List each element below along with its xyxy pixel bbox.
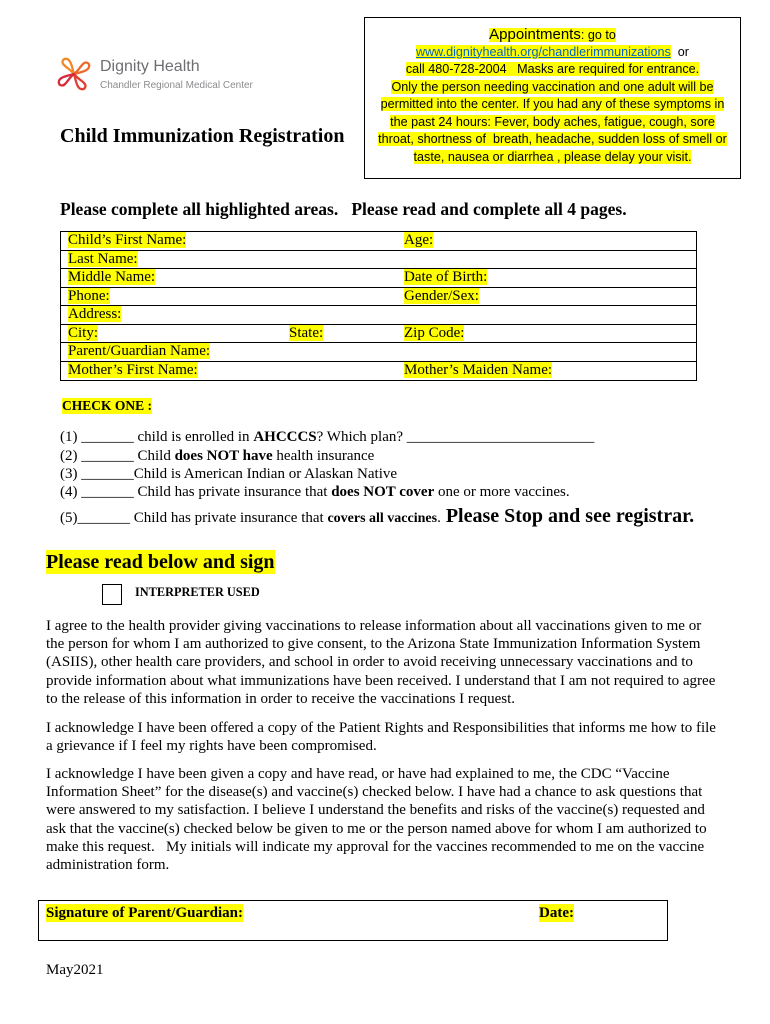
appointment-phone-text: call 480-728-2004 Masks are required for entrance. — [405, 62, 700, 76]
logo-petal — [59, 74, 74, 85]
page-title: Child Immunization Registration — [60, 125, 345, 147]
read-and-sign-heading: Please read below and sign — [46, 551, 275, 573]
middle-name-field[interactable] — [61, 269, 397, 287]
date-label: Date: — [539, 905, 574, 921]
paragraph-line: administration form. — [46, 856, 170, 873]
appointment-notice-text: throat, shortness of breath, headache, sudden loss of smell or — [378, 132, 727, 146]
dignity-health-logo — [56, 55, 271, 97]
appointment-notice-line — [365, 131, 740, 149]
paragraph-line: the person for whom I am authorized to give consent, to the Arizona State Immunization Information System — [46, 636, 701, 653]
city-label: City: — [68, 324, 99, 341]
appointment-notice-line — [365, 79, 740, 97]
appointment-heading: Appointments — [489, 26, 581, 43]
option-text: health insurance — [272, 447, 375, 464]
zip-code-label: Zip Code: — [404, 324, 465, 341]
zip-code-field[interactable] — [397, 325, 696, 343]
paragraph-line: (ASIIS), other health care providers, and school in order to avoid receiving unnecessary vaccinations and to — [46, 654, 693, 671]
mother-first-name-field[interactable] — [61, 362, 397, 381]
immunizations-link[interactable]: www.dignityhealth.org/chandlerimmunizations — [415, 44, 671, 59]
table-row — [61, 251, 696, 270]
instructions: Please complete all highlighted areas. Please read and complete all 4 pages. — [60, 199, 627, 219]
child-first-name-label: Child’s First Name: — [68, 232, 187, 248]
logo-petal — [74, 74, 85, 89]
insurance-option-1 — [60, 428, 594, 447]
paragraph-line: I acknowledge I have been given a copy and have read, or have had explained to me, the CDC “Vaccine — [46, 766, 670, 782]
appointment-link-line — [365, 44, 740, 62]
date-of-birth-label: Date of Birth: — [404, 269, 488, 285]
table-row — [61, 232, 696, 251]
paragraph-line: I acknowledge I have been offered a copy of the Patient Rights and Responsibilities that informs me how to file — [46, 720, 716, 736]
table-row — [61, 362, 696, 381]
stop-see-registrar-notice: Please Stop and see registrar. — [440, 505, 695, 527]
dignity-health-logo-icon — [56, 56, 92, 92]
appointment-heading-suffix: : go to — [580, 28, 616, 42]
option-text: (3) _______Child is American Indian or Alaskan Native — [60, 465, 398, 482]
insurance-option-2 — [60, 447, 374, 466]
table-row — [61, 343, 696, 362]
parent-guardian-name-label: Parent/Guardian Name: — [68, 343, 211, 359]
age-field[interactable] — [397, 232, 696, 250]
logo-name: Dignity Health — [100, 58, 200, 75]
appointment-notice-text: Only the person needing vaccination and one adult will be — [391, 79, 714, 94]
date-of-birth-field[interactable] — [397, 269, 696, 287]
paragraph-line: were answered to my satisfaction. I believe I understand the benefits and risks of the vaccine(s) requested and — [46, 802, 705, 819]
appointment-notice-line — [365, 114, 740, 132]
insurance-option-4 — [60, 483, 570, 502]
table-row — [61, 306, 696, 325]
child-information-table — [60, 231, 697, 381]
paragraph-line: provide information about what immunizations have been received. I understand that I am not required to agree — [46, 672, 716, 689]
logo-petal — [63, 59, 74, 74]
paragraph-line: to the release of this information in order to receive the vaccinations I request. — [46, 690, 515, 707]
appointment-phone-line — [365, 61, 740, 79]
appointment-notice-text: permitted into the center. If you had any of these symptoms in — [380, 97, 725, 111]
paragraph-line: ask that the vaccine(s) checked below be given to me or the person named above for whom I am authorized to — [46, 820, 707, 837]
last-name-field[interactable] — [61, 251, 696, 269]
consent-paragraph-patient-rights — [46, 719, 716, 755]
appointment-notice-line — [365, 149, 740, 167]
check-one-heading: CHECK ONE : — [62, 398, 153, 413]
option-text: (2) _______ Child — [60, 447, 175, 464]
city-field[interactable] — [61, 325, 282, 343]
insurance-option-5 — [60, 504, 694, 531]
table-row — [61, 325, 696, 344]
paragraph-line: a grievance if I feel my rights have been compromised. — [46, 738, 377, 755]
appointment-notice-text: taste, nausea or diarrhea , please delay your visit. — [413, 149, 692, 164]
mother-maiden-name-label: Mother’s Maiden Name: — [404, 361, 553, 378]
option-emphasis: does NOT cover — [331, 483, 435, 500]
address-field[interactable] — [61, 306, 696, 324]
appointment-link-suffix: or — [670, 44, 689, 59]
paragraph-line: make this request. My initials will indicate my approval for the vaccines recommended to me on the vaccine — [46, 838, 705, 855]
appointment-notice-text: the past 24 hours: Fever, body aches, fatigue, cough, sore — [390, 114, 715, 129]
option-emphasis: covers all vaccines — [327, 511, 438, 526]
interpreter-used-checkbox[interactable] — [102, 584, 122, 605]
option-emphasis: AHCCCS — [253, 429, 317, 445]
gender-sex-label: Gender/Sex: — [404, 287, 479, 304]
age-label: Age: — [404, 232, 434, 248]
consent-paragraph-asiis — [46, 617, 715, 708]
state-field[interactable] — [282, 325, 397, 343]
last-name-label: Last Name: — [68, 250, 138, 267]
child-first-name-field[interactable] — [61, 232, 397, 250]
phone-field[interactable] — [61, 288, 397, 306]
signature-field[interactable] — [38, 900, 668, 941]
option-text: (4) _______ Child has private insurance that — [60, 483, 332, 500]
gender-sex-field[interactable] — [397, 288, 696, 306]
appointment-heading-line — [365, 26, 740, 44]
middle-name-label: Middle Name: — [68, 269, 156, 285]
parent-guardian-name-field[interactable] — [61, 343, 696, 361]
phone-label: Phone: — [68, 287, 110, 304]
option-text: (5)_______ Child has private insurance that — [60, 510, 328, 526]
option-text: (1) _______ child is enrolled in — [60, 429, 254, 445]
appointment-heading-highlight — [489, 28, 616, 42]
option-emphasis: does NOT have — [174, 447, 273, 464]
table-row — [61, 269, 696, 288]
consent-paragraph-vaccine-information — [46, 765, 707, 874]
option-text: one or more vaccines. — [434, 483, 570, 500]
insurance-option-3 — [60, 465, 397, 484]
interpreter-used-label: INTERPRETER USED — [135, 585, 260, 599]
logo-mark — [59, 59, 89, 89]
logo-facility-name: Chandler Regional Medical Center — [100, 80, 253, 91]
option-text: ? Which plan? _________________________ — [316, 429, 595, 445]
paragraph-line: Information Sheet” for the disease(s) and vaccine(s) checked below. I have had a chance to ask questions that — [46, 784, 703, 801]
paragraph-line: I agree to the health provider giving vaccinations to release information about all vaccinations given to me or — [46, 618, 702, 634]
option-text: . — [437, 510, 441, 526]
signature-label: Signature of Parent/Guardian: — [46, 905, 243, 921]
appointment-notice-line — [365, 96, 740, 114]
mother-first-name-label: Mother’s First Name: — [68, 361, 198, 378]
address-label: Address: — [68, 306, 122, 322]
appointment-notice-box — [364, 17, 741, 179]
table-row — [61, 288, 696, 307]
state-label: State: — [289, 324, 324, 341]
form-revision-date: May2021 — [46, 962, 104, 978]
logo-petal — [74, 63, 89, 74]
mother-maiden-name-field[interactable] — [397, 362, 696, 381]
